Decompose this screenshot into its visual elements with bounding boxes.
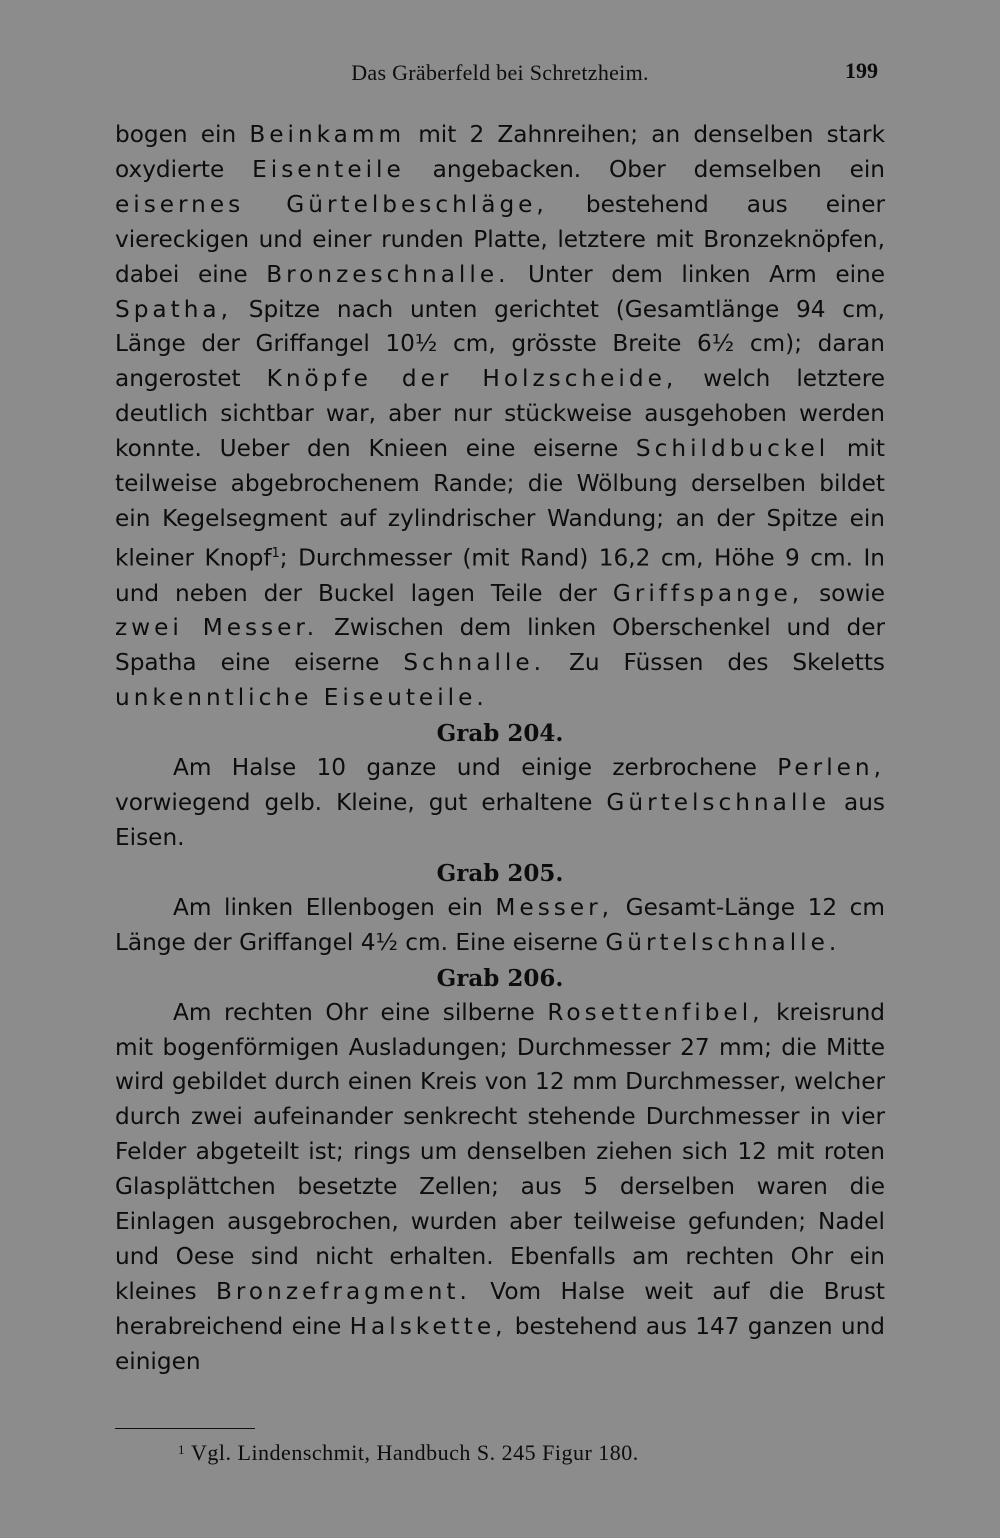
- text-run: welch letztere deutlich sichtbar war, aber nur stückweise ausgehoben werden konnte. Ueber den Knieen eine eiserne: [115, 365, 885, 463]
- running-header-title: Das Gräberfeld bei Schretzheim.: [351, 60, 649, 85]
- text-run: bestehend aus 147 ganzen und einigen: [115, 1312, 885, 1375]
- spaced-term: Gürtelschnalle.: [605, 928, 841, 956]
- spaced-term: Rosettenfibel,: [547, 998, 764, 1026]
- text-run: Vom Halse weit auf die Brust herabreichend eine: [115, 1277, 885, 1340]
- spaced-term: eisernes Gürtelbeschläge,: [115, 190, 548, 218]
- text-run: Gesamt-Länge 12 cm Länge der Griffangel 4½ cm. Eine eiserne: [115, 893, 885, 956]
- text-run: bogen ein: [115, 121, 250, 148]
- paragraph-grave-continuation: [115, 118, 885, 716]
- text-run: sowie: [803, 579, 886, 607]
- body-text: [115, 118, 885, 1380]
- text-run: ; Durchmesser (mit Rand) 16,2 cm, Höhe 9 cm. In und neben der Buckel lagen Teile der: [115, 544, 885, 607]
- text-run: bestehend aus einer viereckigen und einer runden Platte, letztere mit Bronzeknöpfen, dabei eine: [115, 190, 885, 288]
- section-heading-grab-204: Grab 204.: [436, 720, 564, 748]
- paragraph-grab-205: [115, 891, 885, 961]
- footnote: [178, 1440, 639, 1466]
- text-run: Am Halse 10 ganze und einige zerbrochene: [173, 754, 778, 782]
- spaced-term: zwei Messer.: [115, 614, 319, 642]
- text-run: vorwiegend gelb. Kleine, gut erhaltene: [115, 789, 607, 817]
- text-run: angebacken. Ober demselben ein: [404, 155, 886, 183]
- spaced-term: Griffspange,: [612, 579, 804, 607]
- text-run: Am rechten Ohr eine silberne: [173, 998, 548, 1026]
- footnote-marker: 1: [178, 1442, 185, 1457]
- text-run: mit 2 Zahnreihen; an denselben stark oxydierte: [115, 121, 885, 183]
- text-run: Spitze nach unten gerichtet (Gesamtlänge 94 cm, Länge der Griffangel 10½ cm, grösste Breite 6½ cm); daran angerostet: [115, 295, 885, 393]
- text-run: Zu Füssen des Skeletts: [544, 649, 885, 677]
- spaced-term: unkenntliche Eiseuteile.: [115, 684, 488, 712]
- spaced-term: Gürtelschnalle: [606, 789, 830, 817]
- footnote-divider: [115, 1428, 255, 1429]
- text-run: kreisrund mit bogenförmigen Ausladungen; Durchmesser 27 mm; die Mitte wird gebildet durch einen Kreis von 12 mm Durchmesser, welcher durch zwei aufeinander senkrecht stehende Durchmesser in vier Felder abgeteilt ist; rings um denselben ziehen sich 12 mit roten Glasplättchen besetzte Zellen; aus 5 derselben waren die Einlagen ausgebrochen, wurden aber teilweise gefunden; Nadel und Oese sind nicht erhalten. Ebenfalls am rechten Ohr ein kleines: [115, 998, 885, 1305]
- spaced-term: Beinkamm: [249, 121, 406, 148]
- paragraph-grab-204: [115, 751, 885, 856]
- spaced-term: Spatha,: [115, 295, 233, 323]
- text-run: aus Eisen.: [115, 789, 885, 851]
- section-heading-grab-205: Grab 205.: [436, 859, 564, 887]
- text-run: mit teilweise abgebrochenem Rande; die Wölbung derselben bildet ein Kegelsegment auf zylindrischer Wandung; an der Spitze ein kleiner Knopf: [115, 435, 885, 572]
- page-number: 199: [845, 58, 878, 83]
- footnote-text: Vgl. Lindenschmit, Handbuch S. 245 Figur 180.: [191, 1440, 639, 1465]
- spaced-term: Perlen,: [777, 754, 885, 782]
- spaced-term: Bronzefragment.: [216, 1277, 471, 1305]
- spaced-term: Messer,: [495, 893, 614, 921]
- spaced-term: Schnalle.: [403, 649, 545, 677]
- paragraph-grab-206: [115, 996, 885, 1380]
- spaced-term: Eisenteile: [252, 155, 405, 183]
- spaced-term: Schildbuckel: [635, 435, 830, 463]
- footnote-reference: 1: [271, 545, 280, 561]
- spaced-term: Knöpfe der Holzscheide,: [266, 365, 678, 393]
- text-run: Unter dem linken Arm eine: [509, 260, 886, 288]
- section-heading-grab-206: Grab 206.: [436, 964, 564, 992]
- spaced-term: Halskette,: [349, 1312, 507, 1340]
- text-run: Zwischen dem linken Oberschenkel und der Spatha eine eiserne: [115, 614, 885, 677]
- spaced-term: Bronzeschnalle.: [266, 260, 510, 288]
- text-run: Am linken Ellenbogen ein: [173, 893, 496, 921]
